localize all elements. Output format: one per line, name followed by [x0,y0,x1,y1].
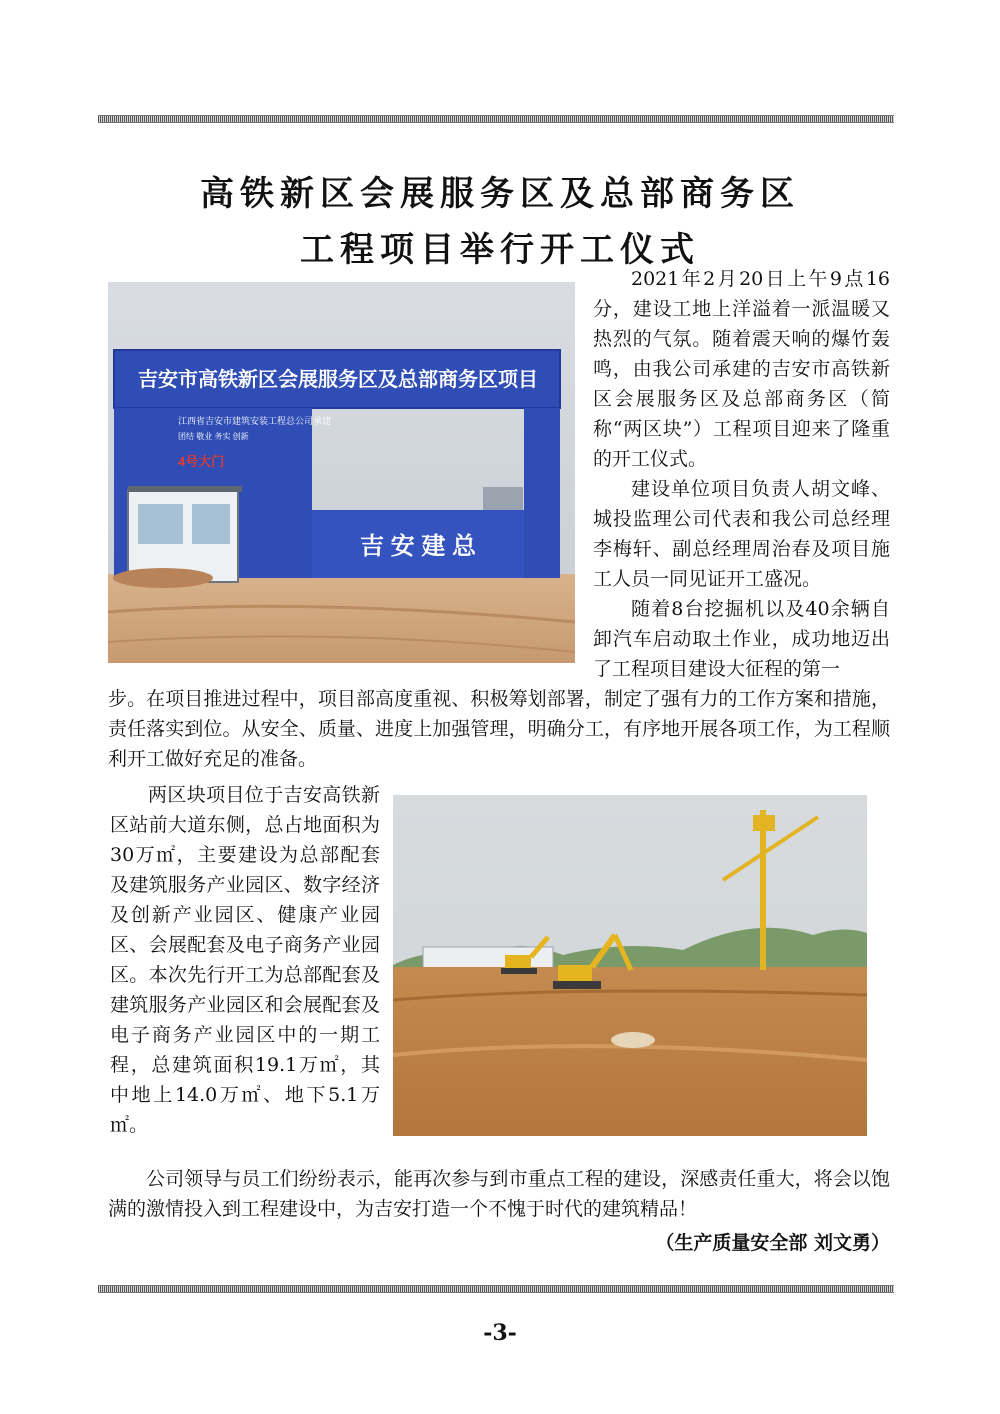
paragraph-3-part1: 随着8台挖掘机以及40余辆自卸汽车启动取土作业，成功地迈出了工程项目建设大征程的第一 [593,598,890,680]
author-signature: （生产质量安全部 刘文勇） [655,1232,890,1254]
paragraph-1: 2021年2月20日上午9点16分，建设工地上洋溢着一派温暖又热烈的气氛。随着震天响的爆竹轰鸣，由我公司承建的吉安市高铁新区会展服务区及总部商务区（简称“两区块”）工程项目迎来了隆重的开工仪式。 [593,268,890,470]
article-title-line1: 高铁新区会展服务区及总部商务区 [200,174,800,214]
article-title-line2: 工程项目举行开工仪式 [300,230,700,270]
page-number: -3- [483,1320,517,1346]
paragraph-2: 建设单位项目负责人胡文峰、城投监理公司代表和我公司总经理李梅轩、副总经理周治春及项目施工人员一同见证开工盛况。 [593,478,890,590]
motto-text: 团结 敬业 务实 创新 [178,432,249,441]
excavator-photo [393,795,867,1136]
bottom-divider [98,1285,894,1293]
top-divider [98,115,894,123]
contractor-text: 江西省吉安市建筑安装工程总公司承建 [178,416,332,426]
paragraph-4: 两区块项目位于吉安高铁新区站前大道东侧，总占地面积为30万㎡，主要建设为总部配套及建筑服务产业园区、数字经济及创新产业园区、健康产业园区、会展配套及电子商务产业园区。本次先行开工为总部配套及建筑服务产业园区和会展配套及电子商务产业园区中的一期工程，总建筑面积19.1万㎡，其中地上14.0万㎡、地下5.1万㎡。 [110,784,380,1136]
gate-number-label: 4号大门 [178,454,225,469]
paragraph-5: 公司领导与员工们纷纷表示，能再次参与到市重点工程的建设，深感责任重大，将会以饱满的激情投入到工程建设中，为吉安打造一个不愧于时代的建筑精品！ [108,1168,890,1220]
gate-banner-text: 吉安市高铁新区会展服务区及总部商务区项目 [138,369,538,391]
paragraph-3-part2: 步。在项目推进过程中，项目部高度重视、积极筹划部署，制定了强有力的工作方案和措施，责任落实到位。从安全、质量、进度上加强管理，明确分工，有序地开展各项工作，为工程顺利开工做好充足的准备。 [108,688,890,770]
gate-wall-text: 吉 安 建 总 [359,533,477,560]
site-gate-photo [108,282,575,663]
